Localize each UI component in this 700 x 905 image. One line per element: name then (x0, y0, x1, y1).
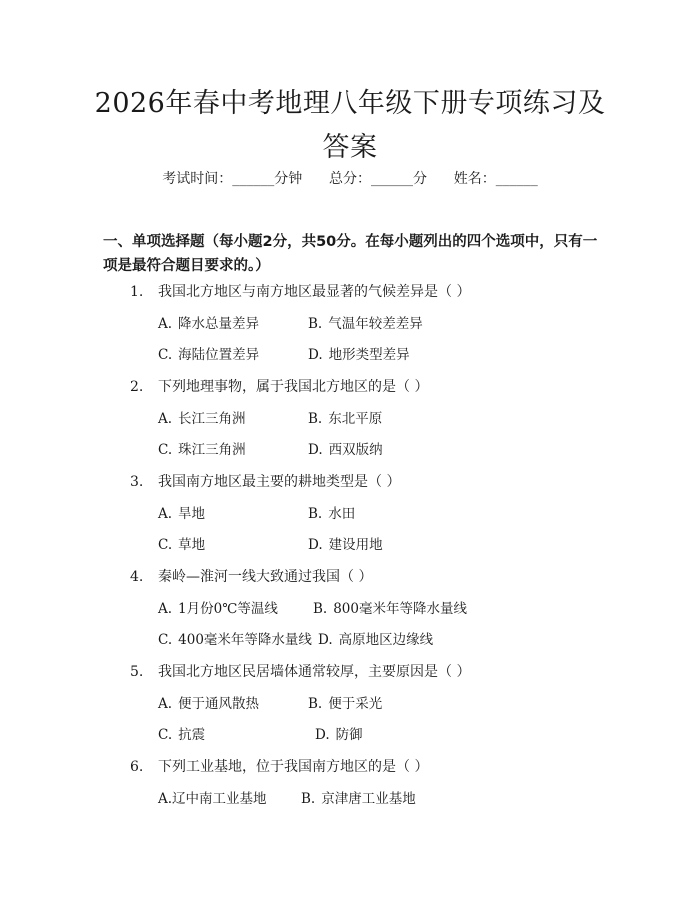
option-text: 京津唐工业基地 (321, 791, 416, 807)
option-letter: D. (318, 632, 333, 648)
section-heading: 一、单项选择题（每小题2分，共50分。在每小题列出的四个选项中，只有一项是最符合题目要求的。） (103, 234, 598, 274)
option-a[interactable] (158, 599, 278, 619)
option-b[interactable] (301, 789, 416, 809)
option-text: 地形类型差异 (328, 347, 410, 363)
option-text: 800毫米年等降水量线 (333, 601, 467, 617)
option-text: 辽中南工业基地 (172, 791, 267, 807)
option-text: 西双版纳 (328, 442, 383, 458)
option-b[interactable] (308, 694, 382, 714)
option-b[interactable] (308, 409, 382, 429)
question-text: 我国北方地区与南方地区最显著的气候差异是（ ） (158, 284, 471, 300)
option-letter: B. (301, 791, 316, 807)
question-text: 下列工业基地，位于我国南方地区的是（ ） (158, 759, 429, 775)
question-number: 1. (130, 284, 144, 300)
option-a[interactable] (158, 504, 205, 524)
option-letter: B. (308, 316, 323, 332)
option-text: 1月份0℃等温线 (178, 601, 278, 617)
option-text: 东北平原 (328, 411, 383, 427)
option-c[interactable] (158, 345, 259, 365)
option-letter: B. (308, 411, 323, 427)
option-text: 建设用地 (328, 537, 383, 553)
exam-info-line: 考试时间：______分钟 总分：______分 姓名：______ (162, 171, 538, 187)
option-d[interactable] (308, 345, 410, 365)
option-text: 高原地区边缘线 (338, 632, 434, 648)
option-a[interactable] (158, 314, 259, 334)
option-a[interactable] (158, 694, 259, 714)
option-letter: C. (158, 727, 173, 743)
question-number: 2. (130, 379, 144, 395)
option-letter: A. (158, 506, 173, 522)
option-b[interactable] (308, 314, 423, 334)
question-6 (130, 757, 428, 777)
question-2 (130, 377, 428, 397)
option-letter: B. (313, 601, 328, 617)
option-letter: D. (308, 537, 323, 553)
option-text: 水田 (328, 506, 356, 522)
option-letter: D. (315, 727, 330, 743)
question-text: 我国北方地区民居墙体通常较厚，主要原因是（ ） (158, 664, 471, 680)
question-number: 4. (130, 569, 144, 585)
option-letter: C. (158, 347, 173, 363)
option-letter: B. (308, 696, 323, 712)
question-number: 5. (130, 664, 144, 680)
option-text: 草地 (178, 537, 206, 553)
option-letter: C. (158, 632, 173, 648)
option-text: 400毫米年等降水量线 (178, 632, 312, 648)
option-text: 海陆位置差异 (178, 347, 260, 363)
question-number: 3. (130, 474, 144, 490)
question-text: 我国南方地区最主要的耕地类型是（ ） (158, 474, 401, 490)
option-text: 旱地 (178, 506, 206, 522)
option-d[interactable] (308, 440, 383, 460)
document-title: 2026年春中考地理八年级下册专项练习及答案 (94, 88, 606, 163)
option-d[interactable] (315, 725, 363, 745)
question-number: 6. (130, 759, 144, 775)
option-letter: A. (158, 601, 173, 617)
option-text: 珠江三角洲 (178, 442, 246, 458)
option-letter: D. (308, 347, 323, 363)
question-4 (130, 567, 372, 587)
question-1 (130, 282, 470, 302)
option-letter: C. (158, 442, 173, 458)
option-b[interactable] (313, 599, 467, 619)
question-text: 下列地理事物，属于我国北方地区的是（ ） (158, 379, 429, 395)
question-text: 秦岭—淮河一线大致通过我国（ ） (158, 569, 373, 585)
option-letter: A. (158, 696, 173, 712)
option-c[interactable] (158, 630, 312, 650)
option-text: 长江三角洲 (178, 411, 246, 427)
question-5 (130, 662, 470, 682)
option-c[interactable] (158, 440, 246, 460)
option-letter: B. (308, 506, 323, 522)
option-text: 降水总量差异 (178, 316, 260, 332)
question-3 (130, 472, 400, 492)
option-d[interactable] (308, 535, 383, 555)
option-d[interactable] (318, 630, 433, 650)
option-c[interactable] (158, 725, 205, 745)
option-b[interactable] (308, 504, 355, 524)
option-text: 防御 (335, 727, 363, 743)
option-c[interactable] (158, 535, 205, 555)
option-text: 气温年较差差异 (328, 316, 423, 332)
option-letter: A. (158, 791, 173, 807)
option-a[interactable] (158, 409, 246, 429)
option-a[interactable] (158, 789, 267, 809)
option-letter: A. (158, 411, 173, 427)
option-letter: A. (158, 316, 173, 332)
option-text: 抗震 (178, 727, 206, 743)
option-letter: D. (308, 442, 323, 458)
option-letter: C. (158, 537, 173, 553)
option-text: 便于采光 (328, 696, 383, 712)
option-text: 便于通风散热 (178, 696, 260, 712)
